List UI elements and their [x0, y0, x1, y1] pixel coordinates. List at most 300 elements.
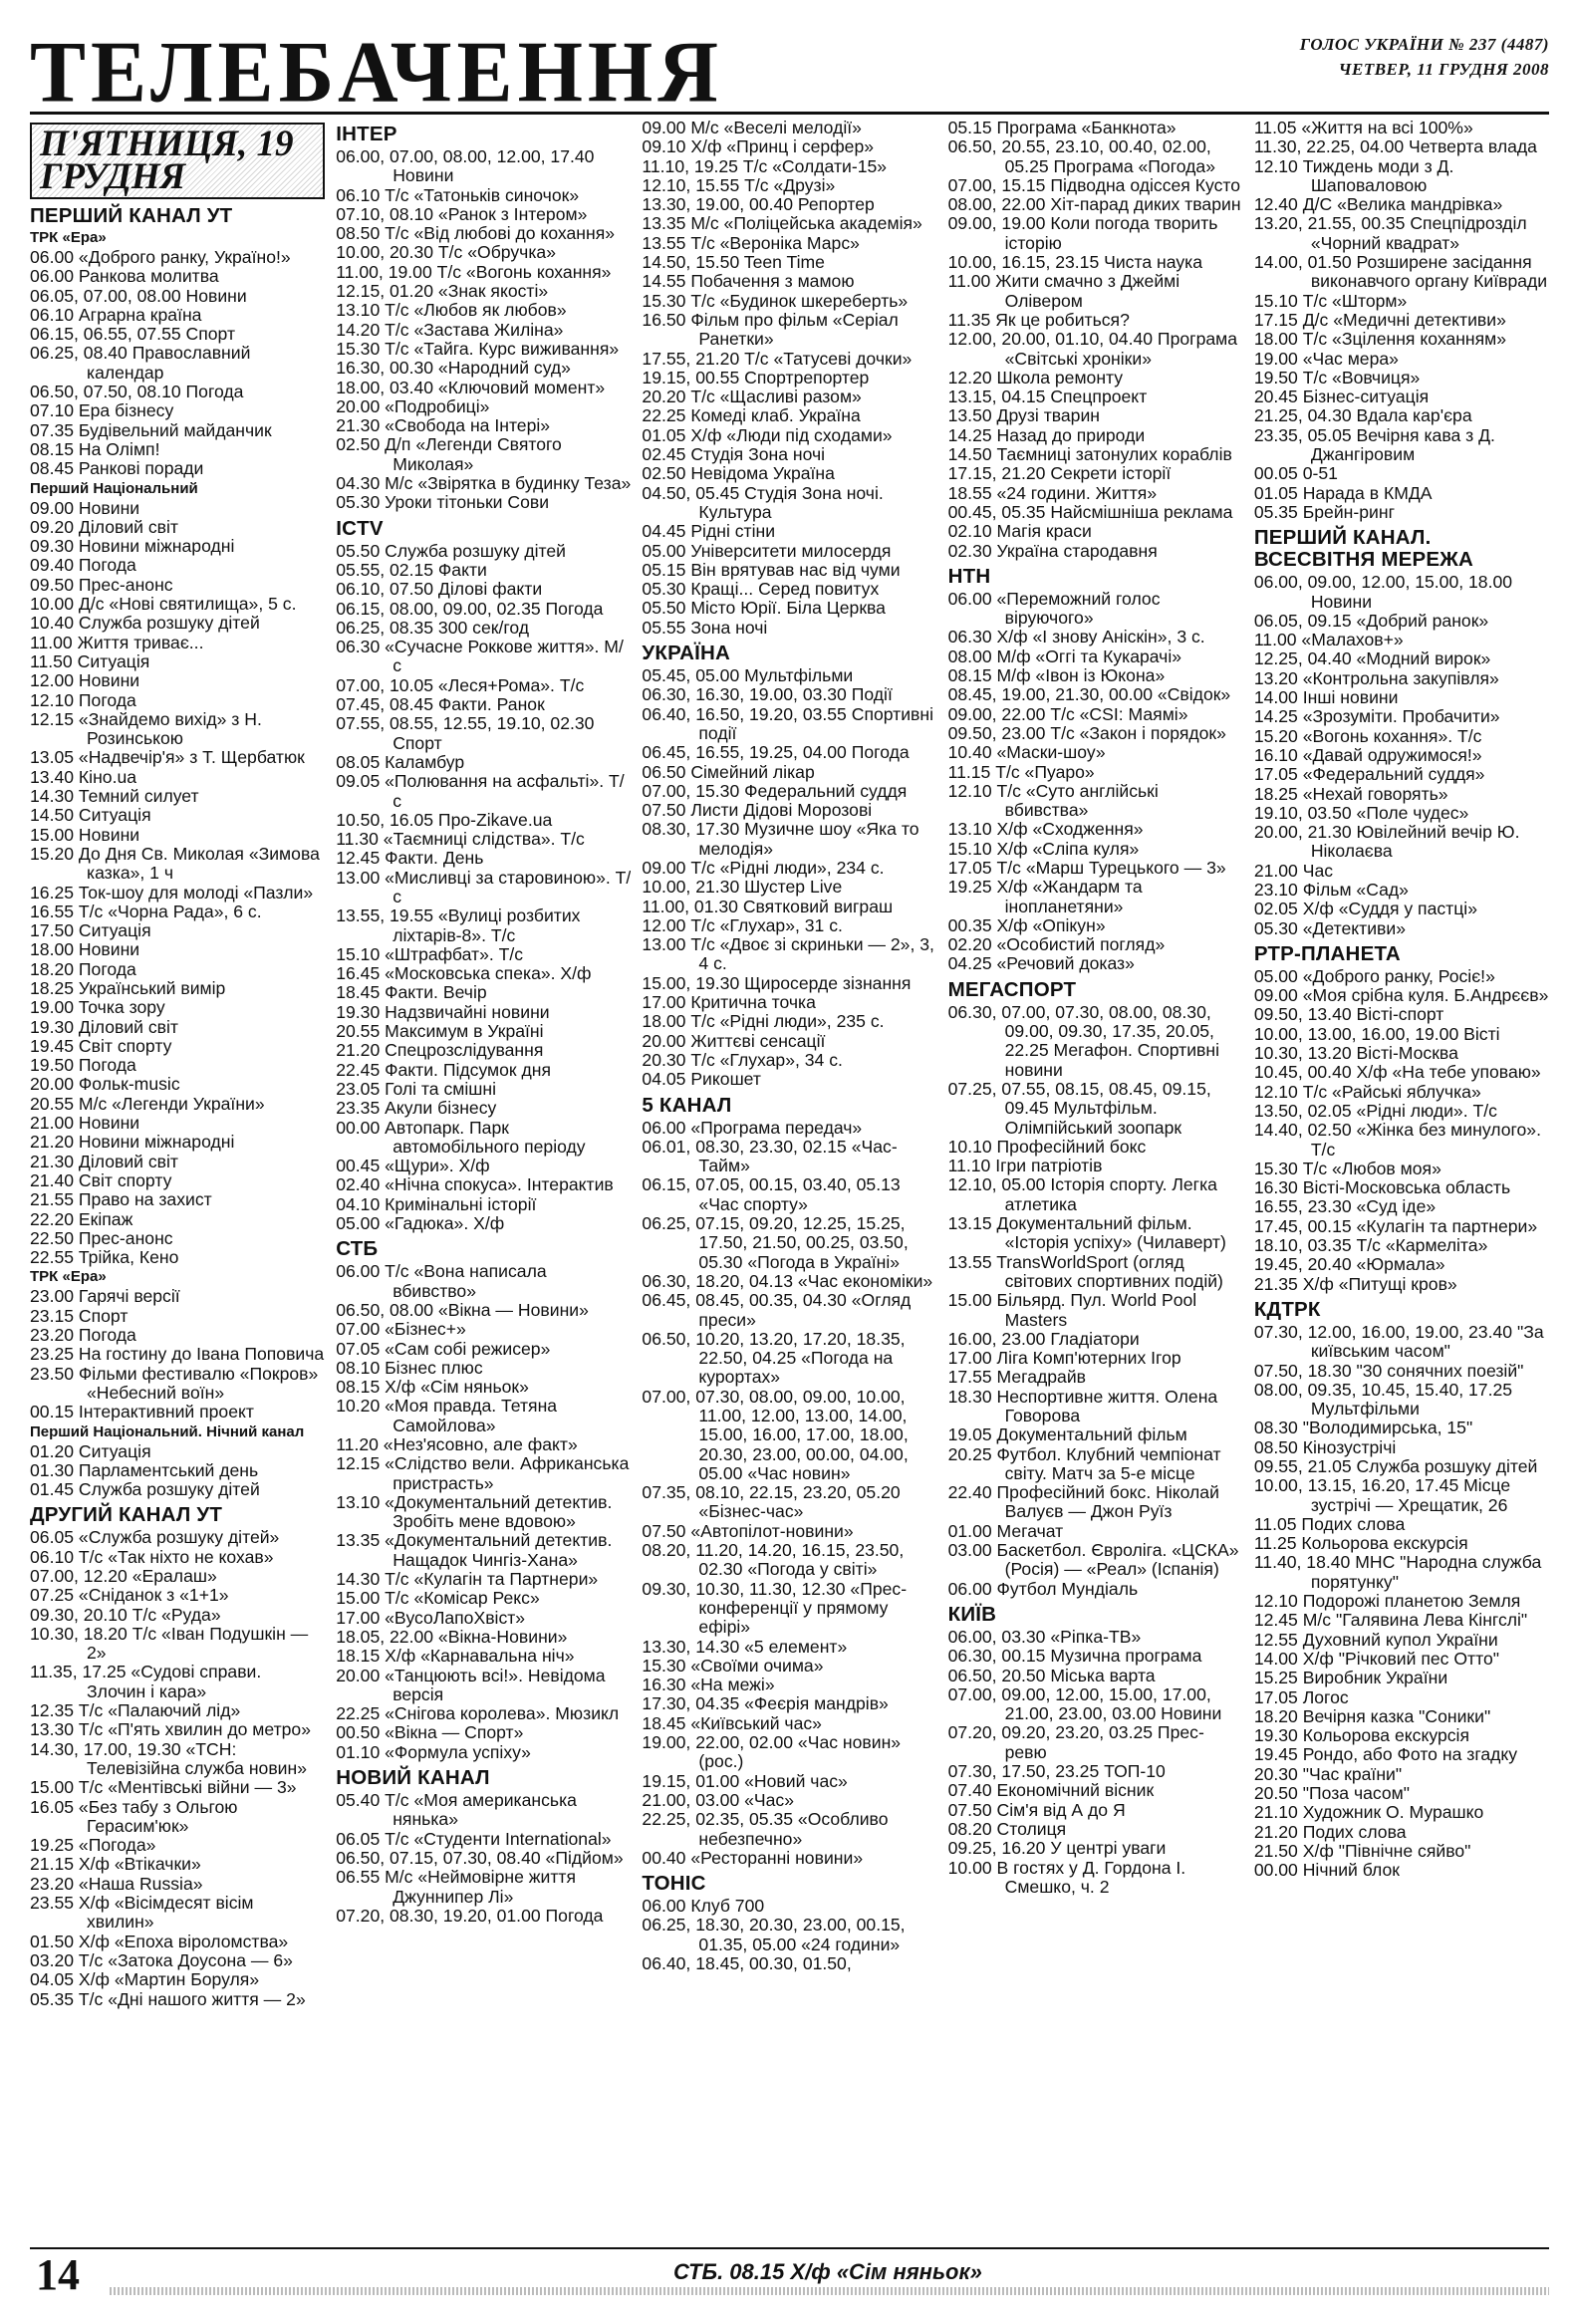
program-entry: 06.50, 07.15, 07.30, 08.40 «Підйом» — [336, 1847, 624, 1868]
program-entry: 22.45 Факти. Підсумок дня — [336, 1059, 552, 1080]
program-entry: 21.00 Новини — [30, 1113, 140, 1134]
program-entry: 13.10 Т/с «Любов як любов» — [336, 300, 567, 321]
program-entry: 20.00 «Подробиці» — [336, 395, 490, 416]
program-entry: 19.05 Документальний фільм — [947, 1424, 1187, 1445]
program-entry: 12.15 «Знайдемо вихід» з Н. Розинською — [30, 708, 262, 749]
program-entry: 21.40 Світ спорту — [30, 1169, 172, 1190]
program-entry: 21.30 «Свобода на Інтері» — [336, 415, 551, 436]
program-entry: 09.00, 22.00 Т/с «CSI: Маямі» — [947, 703, 1188, 724]
program-entry: 11.00, 01.30 Святковий виграш — [642, 896, 894, 916]
program-entry: 02.30 Україна стародавня — [947, 540, 1158, 561]
program-entry: 06.30, 18.20, 04.13 «Час економіки» — [642, 1270, 933, 1291]
channel-heading: КИЇВ — [947, 1602, 997, 1626]
program-entry: 07.20, 08.30, 19.20, 01.00 Погода — [336, 1905, 604, 1926]
program-entry: 05.55, 02.15 Факти — [336, 559, 487, 580]
program-entry: 13.00 Т/с «Двоє зі скриньки — 2», 3, 4 с. — [642, 934, 934, 974]
program-entry: 14.30 Т/с «Кулагін та Партнери» — [336, 1569, 599, 1590]
program-entry: 15.10 «Штрафбат». Т/с — [336, 943, 524, 964]
program-entry: 12.10, 05.00 Історія спорту. Легка атлетика — [947, 1174, 1217, 1214]
program-entry: 15.25 Виробник України — [1253, 1668, 1448, 1688]
program-entry: 12.40 Д/С «Велика мандрівка» — [1253, 194, 1503, 215]
program-entry: 06.25, 08.40 Православний календар — [30, 343, 251, 383]
program-entry: 16.30 «На межі» — [642, 1675, 775, 1695]
program-entry: 18.15 Х/ф «Карнавальна ніч» — [336, 1646, 575, 1667]
program-entry: 12.20 Школа ремонту — [947, 367, 1124, 387]
program-entry: 13.40 Кіно.ua — [30, 766, 137, 787]
program-entry: 13.35 М/с «Поліцейська академія» — [642, 213, 922, 234]
program-entry: 17.50 Ситуація — [30, 920, 151, 941]
program-entry: 04.05 Рикошет — [642, 1069, 761, 1090]
program-entry: 19.10, 03.50 «Поле чудес» — [1253, 802, 1469, 823]
program-entry: 07.50 Листи Дідові Морозові — [642, 800, 873, 821]
program-entry: 00.40 «Ресторанні новини» — [642, 1847, 864, 1868]
program-entry: 14.50 Таємниці затонулих кораблів — [947, 444, 1232, 465]
program-entry: 08.30 "Володимирська, 15" — [1253, 1418, 1473, 1438]
program-entry: 07.30, 17.50, 23.25 ТОП-10 — [947, 1761, 1166, 1782]
program-entry: 18.25 «Нехай говорять» — [1253, 783, 1448, 804]
program-entry: 15.20 До Дня Св. Миколая «Зимова казка», 1 ч — [30, 843, 320, 884]
program-entry: 01.05 Х/ф «Люди під сходами» — [642, 424, 893, 445]
program-entry: 09.00 Новини — [30, 497, 140, 518]
program-entry: 20.00 «Танцюють всі!». Невідома версія — [336, 1665, 606, 1704]
program-entry: 19.15, 00.55 Спортрепортер — [642, 367, 870, 387]
program-entry: 20.55 Максимум в Україні — [336, 1021, 544, 1042]
program-entry: 15.00 Новини — [30, 824, 140, 845]
program-entry: 20.00, 21.30 Ювілейний вечір Ю. Ніколаєва — [1253, 822, 1520, 862]
program-entry: 22.50 Прес-анонс — [30, 1227, 173, 1248]
program-entry: 12.55 Духовний купол України — [1253, 1629, 1498, 1650]
program-entry: 06.50, 10.20, 13.20, 17.20, 18.35, 22.50, 04.25 «Погода на курортах» — [642, 1328, 906, 1388]
channel-subheading: ТРК «Ера» — [30, 229, 107, 246]
program-entry: 05.50 Служба розшуку дітей — [336, 540, 566, 561]
program-entry: 09.00 М/с «Веселі мелодії» — [642, 118, 862, 137]
program-entry: 23.55 Х/ф «Вісімдесят вісім хвилин» — [30, 1893, 254, 1933]
channel-heading: НТН — [947, 564, 991, 588]
program-entry: 20.45 Бізнес-ситуація — [1253, 387, 1430, 407]
program-entry: 21.00, 03.00 «Час» — [642, 1789, 795, 1810]
program-entry: 21.10 Художник О. Мурашко — [1253, 1802, 1484, 1823]
program-entry: 15.00 Т/с «Комісар Рекс» — [336, 1588, 540, 1609]
program-entry: 14.25 «Зрозуміти. Пробачити» — [1253, 706, 1500, 727]
program-entry: 11.00 Жити смачно з Джеймі Олівером — [947, 271, 1180, 311]
program-entry: 07.55, 08.55, 12.55, 19.10, 02.30 Спорт — [336, 713, 595, 753]
program-entry: 15.00, 19.30 Щиросерде зізнання — [642, 972, 912, 993]
program-entry: 19.25 Х/ф «Жандарм та інопланетяни» — [947, 877, 1143, 916]
program-entry: 19.30 Діловий світ — [30, 1016, 178, 1037]
program-entry: 16.05 «Без табу з Ольгою Герасим'юк» — [30, 1796, 238, 1836]
program-entry: 06.45, 08.45, 00.35, 04.30 «Огляд преси» — [642, 1290, 912, 1330]
program-entry: 07.00, 07.30, 08.00, 09.00, 10.00, 11.00, 12.00, 13.00, 14.00, 15.00, 16.00, 17.00, 18.00, 20.30, 23.00, 00.00, 04.00, 05.00 «Час новин» — [642, 1386, 909, 1483]
program-entry: 00.00 Автопарк. Парк автомобільного періоду — [336, 1117, 586, 1157]
program-entry: 01.10 «Формула успіху» — [336, 1741, 531, 1762]
program-entry: 08.20, 11.20, 14.20, 16.15, 23.50, 02.30 «Погода у світі» — [642, 1540, 905, 1580]
program-entry: 17.00 «ВусоЛапоХвіст» — [336, 1607, 526, 1628]
program-entry: 01.05 Нарада в КМДА — [1253, 482, 1433, 503]
program-entry: 06.25, 18.30, 20.30, 23.00, 00.15, 01.35, 05.00 «24 години» — [642, 1915, 906, 1954]
program-entry: 08.50 Т/с «Від любові до кохання» — [336, 223, 616, 244]
program-entry: 13.30 Т/с «П'ять хвилин до метро» — [30, 1719, 311, 1740]
program-entry: 06.50, 07.50, 08.10 Погода — [30, 382, 244, 402]
program-entry: 09.30, 10.30, 11.30, 12.30 «Прес-конференції у прямому ефірі» — [642, 1578, 908, 1638]
program-entry: 22.55 Трійка, Кено — [30, 1247, 179, 1268]
program-entry: 06.00 «Переможний голос віруючого» — [947, 588, 1161, 629]
program-entry: 12.00, 20.00, 01.10, 04.40 Програма «Світські хроніки» — [947, 329, 1238, 369]
program-entry: 22.40 Професійний бокс. Ніколай Валуєв — Джон Руїз — [947, 1482, 1219, 1522]
program-entry: 08.15 М/ф «Івон із Юкона» — [947, 665, 1166, 686]
program-entry: 07.00, 09.00, 12.00, 15.00, 17.00, 21.00, 23.00, 03.00 Новини — [947, 1683, 1222, 1724]
program-entry: 03.00 Баскетбол. Євроліга. «ЦСКА» (Росія) — «Реал» (Іспанія) — [947, 1540, 1239, 1580]
program-entry: 04.30 М/с «Звірятка в будинку Теза» — [336, 473, 632, 494]
program-entry: 16.55 Т/с «Чорна Рада», 6 с. — [30, 901, 262, 921]
program-entry: 12.10 Т/с «Суто англійські вбивства» — [947, 780, 1159, 821]
program-entry: 09.50, 23.00 Т/с «Закон і порядок» — [947, 722, 1226, 743]
program-entry: 11.00, 19.00 Т/с «Вогонь кохання» — [336, 261, 612, 282]
program-entry: 00.00 Нічний блок — [1253, 1860, 1401, 1881]
program-entry: 05.35 Т/с «Дні нашого життя — 2» — [30, 1988, 306, 2009]
program-entry: 06.15, 06.55, 07.55 Спорт — [30, 324, 235, 345]
program-entry: 11.30 «Таємниці слідства». Т/с — [336, 829, 585, 850]
program-entry: 11.20 «Нез'ясовно, але факт» — [336, 1434, 578, 1454]
program-entry: 20.00 Фольк-music — [30, 1074, 180, 1095]
program-entry: 18.45 «Київський час» — [642, 1712, 822, 1733]
program-entry: 21.25, 04.30 Вдала кар'єра — [1253, 405, 1472, 426]
program-entry: 09.30 Новини міжнародні — [30, 536, 235, 557]
program-entry: 11.00 «Малахов+» — [1253, 630, 1404, 650]
section-title: ТЕЛЕБАЧЕННЯ — [30, 23, 723, 122]
program-entry: 06.30, 07.00, 07.30, 08.00, 08.30, 09.00, 09.30, 17.35, 20.05, 22.25 Мегафон. Спортивні новини — [947, 1001, 1220, 1080]
program-entry: 11.50 Ситуація — [30, 650, 150, 671]
program-entry: 15.30 Т/с «Любов моя» — [1253, 1158, 1441, 1178]
program-entry: 07.50 Сім'я від А до Я — [947, 1799, 1126, 1820]
program-entry: 07.05 «Сам собі режисер» — [336, 1338, 551, 1359]
footer-promo: СТБ. 08.15 Х/ф «Сім няньок» — [673, 2259, 982, 2284]
program-entry: 21.15 Х/ф «Втікачки» — [30, 1854, 201, 1875]
program-entry: 06.00, 07.00, 08.00, 12.00, 17.40 Новини — [336, 146, 595, 186]
program-entry: 11.05 Подих слова — [1253, 1513, 1406, 1534]
program-entry: 07.20, 09.20, 23.20, 03.25 Прес-ревю — [947, 1722, 1204, 1762]
program-entry: 15.10 Х/ф «Сліпа куля» — [947, 838, 1140, 859]
program-entry: 12.00 Новини — [30, 670, 140, 691]
program-entry: 01.50 Х/ф «Епоха віроломства» — [30, 1931, 289, 1951]
program-entry: 17.55, 21.20 Т/с «Татусеві дочки» — [642, 348, 913, 369]
program-entry: 09.50, 13.40 Вісті-спорт — [1253, 1004, 1444, 1025]
program-entry: 13.50, 02.05 «Рідні люди». Т/с — [1253, 1100, 1497, 1121]
program-entry: 06.55 М/с «Неймовірне життя Джуннипер Лі» — [336, 1867, 577, 1907]
program-entry: 06.00 Ранкова молитва — [30, 266, 219, 287]
program-entry: 15.00 Т/с «Ментівські війни — 3» — [30, 1777, 297, 1798]
program-entry: 14.40, 02.50 «Жінка без минулого». Т/с — [1253, 1120, 1541, 1160]
program-entry: 10.00, 21.30 Шустер Live — [642, 877, 843, 898]
program-entry: 11.30, 22.25, 04.00 Четверта влада — [1253, 136, 1537, 157]
program-entry: 10.40 Служба розшуку дітей — [30, 613, 260, 634]
program-entry: 06.15, 07.05, 00.15, 03.40, 05.13 «Час спорту» — [642, 1174, 901, 1214]
program-entry: 16.25 Ток-шоу для молоді «Пазли» — [30, 882, 314, 903]
channel-subheading: Перший Національний. Нічний канал — [30, 1422, 305, 1440]
program-entry: 08.10 Бізнес плюс — [336, 1357, 483, 1378]
channel-heading: КДТРК — [1253, 1297, 1321, 1321]
program-entry: 02.45 Студія Зона ночі — [642, 444, 826, 465]
program-entry: 11.10 Ігри патріотів — [947, 1156, 1103, 1176]
program-entry: 09.00 «Моя срібна куля. Б.Андрєєв» — [1253, 985, 1549, 1006]
program-entry: 04.25 «Речовий доказ» — [947, 953, 1135, 974]
program-entry: 15.00 Більярд. Пул. World Pool Masters — [947, 1290, 1197, 1330]
program-entry: 07.00, 12.20 «Ералаш» — [30, 1566, 217, 1586]
program-entry: 16.30 Вісті-Московська область — [1253, 1177, 1511, 1198]
program-entry: 00.05 0-51 — [1253, 463, 1338, 484]
program-entry: 19.30 Кольорова екскурсія — [1253, 1725, 1469, 1746]
program-entry: 18.20 Вечірня казка "Соники" — [1253, 1705, 1491, 1726]
program-entry: 06.10 Т/с «Так ніхто не кохав» — [30, 1546, 274, 1567]
program-entry: 17.05 «Федеральний суддя» — [1253, 764, 1485, 785]
program-entry: 21.00 Час — [1253, 860, 1334, 881]
program-entry: 07.30, 12.00, 16.00, 19.00, 23.40 "За київським часом" — [1253, 1321, 1544, 1362]
program-entry: 04.45 Рідні стіни — [642, 521, 776, 542]
schedule-column — [30, 115, 325, 2244]
day-heading: П'ЯТНИЦЯ, 19 ГРУДНЯ — [30, 123, 325, 199]
program-entry: 11.10, 19.25 Т/с «Солдати-15» — [642, 155, 888, 176]
program-entry: 00.45, 05.35 Найсмішніша реклама — [947, 501, 1233, 522]
program-entry: 23.25 На гостину до Івана Поповича — [30, 1344, 325, 1365]
program-entry: 23.10 Фільм «Сад» — [1253, 879, 1409, 900]
program-entry: 05.00 «Гадюка». Х/ф — [336, 1213, 505, 1234]
program-entry: 06.50, 20.50 Міська варта — [947, 1665, 1156, 1685]
program-entry: 06.10, 07.50 Ділові факти — [336, 579, 543, 600]
program-entry: 23.50 Фільми фестивалю «Покров» «Небесний воїн» — [30, 1363, 319, 1403]
program-entry: 06.45, 16.55, 19.25, 04.00 Погода — [642, 742, 910, 763]
program-entry: 13.00 «Мисливці за старовиною». Т/с — [336, 867, 632, 906]
program-entry: 08.00, 09.35, 10.45, 15.40, 17.25 Мультфільми — [1253, 1379, 1513, 1420]
program-entry: 07.00, 15.15 Підводна одіссея Кусто — [947, 174, 1241, 195]
program-entry: 10.20 «Моя правда. Тетяна Самойлова» — [336, 1396, 558, 1435]
channel-heading: ДРУГИЙ КАНАЛ УТ — [30, 1503, 223, 1527]
program-entry: 05.15 Програма «Банкнота» — [947, 118, 1177, 137]
program-entry: 18.30 Неспортивне життя. Олена Говорова — [947, 1386, 1218, 1425]
program-entry: 20.20 Т/с «Щасливі разом» — [642, 387, 862, 407]
program-entry: 13.50 Друзі тварин — [947, 405, 1101, 426]
program-entry: 20.00 Життєві сенсації — [642, 1030, 826, 1051]
program-entry: 07.35 Будівельний майданчик — [30, 419, 272, 440]
program-entry: 22.25, 02.35, 05.35 «Особливо небезпечно» — [642, 1809, 889, 1849]
program-entry: 17.00 Критична точка — [642, 992, 816, 1013]
program-entry: 15.10 Т/с «Шторм» — [1253, 290, 1408, 311]
program-entry: 10.45, 00.40 Х/ф «На тебе уповаю» — [1253, 1062, 1541, 1083]
program-entry: 14.00 Х/ф "Річковий пес Отто" — [1253, 1648, 1499, 1669]
program-entry: 02.50 Д/п «Легенди Святого Миколая» — [336, 434, 562, 474]
program-entry: 05.15 Він врятував нас від чуми — [642, 559, 901, 580]
program-entry: 18.25 Український вимір — [30, 977, 226, 998]
program-entry: 08.30, 17.30 Музичне шоу «Яка то мелодія» — [642, 819, 919, 859]
program-entry: 17.05 Т/с «Марш Турецького — 3» — [947, 857, 1226, 878]
channel-heading: 5 КАНАЛ — [642, 1093, 732, 1117]
program-entry: 16.00, 23.00 Гладіатори — [947, 1328, 1140, 1349]
program-entry: 12.10 Погода — [30, 689, 136, 710]
program-entry: 07.25, 07.55, 08.15, 08.45, 09.15, 09.45 Мультфільм. Олімпійський зоопарк — [947, 1078, 1211, 1138]
program-entry: 09.25, 16.20 У центрі уваги — [947, 1838, 1167, 1859]
program-entry: 01.00 Мегачат — [947, 1520, 1064, 1541]
program-entry: 14.50, 15.50 Teen Time — [642, 252, 825, 273]
program-entry: 08.20 Столиця — [947, 1818, 1067, 1839]
program-entry: 12.45 Факти. День — [336, 848, 484, 869]
program-entry: 18.00, 03.40 «Ключовий момент» — [336, 377, 606, 397]
program-entry: 09.50 Прес-анонс — [30, 574, 173, 595]
issue-number: ГОЛОС УКРАЇНИ № 237 (4487) — [1299, 35, 1549, 54]
program-entry: 09.40 Погода — [30, 555, 136, 576]
program-entry: 18.10, 03.35 Т/с «Кармеліта» — [1253, 1235, 1488, 1256]
program-entry: 13.30, 14.30 «5 елемент» — [642, 1636, 848, 1657]
program-entry: 19.00 «Час мера» — [1253, 348, 1399, 369]
program-entry: 09.00, 19.00 Коли погода творить історію — [947, 213, 1218, 253]
program-entry: 17.45, 00.15 «Кулагін та партнери» — [1253, 1215, 1538, 1236]
program-entry: 04.50, 05.45 Студія Зона ночі. Культура — [642, 482, 884, 522]
program-entry: 06.30 «Сучасне Роккове життя». М/с — [336, 637, 624, 676]
program-entry: 21.50 Х/ф "Північне сяйво" — [1253, 1840, 1471, 1861]
program-entry: 06.01, 08.30, 23.30, 02.15 «Час-Тайм» — [642, 1136, 898, 1176]
program-entry: 12.15, 01.20 «Знак якості» — [336, 281, 549, 302]
program-entry: 09.20 Діловий світ — [30, 516, 178, 537]
channel-heading: ПЕРШИЙ КАНАЛ УТ — [30, 204, 233, 227]
schedule-column — [1254, 115, 1549, 2244]
channel-heading: ІНТЕР — [336, 123, 397, 145]
program-entry: 07.10 Ера бізнесу — [30, 400, 174, 421]
program-entry: 12.10 Тиждень моди з Д. Шаповаловою — [1253, 155, 1454, 195]
program-entry: 14.00 Інші новини — [1253, 687, 1399, 708]
program-entry: 06.00, 03.30 «Ріпка-ТВ» — [947, 1626, 1142, 1647]
program-entry: 23.15 Спорт — [30, 1305, 129, 1326]
program-entry: 13.20 «Контрольна закупівля» — [1253, 667, 1499, 688]
program-entry: 06.25, 08.35 300 сек/год — [336, 617, 530, 638]
program-entry: 13.55 TransWorldSport (огляд світових спортивних подій) — [947, 1251, 1223, 1291]
program-entry: 13.20, 21.55, 00.35 Спецпідрозділ «Чорний квадрат» — [1253, 213, 1527, 253]
program-entry: 00.35 Х/ф «Опікун» — [947, 914, 1106, 935]
issue-info — [1300, 32, 1549, 82]
program-entry: 17.30, 04.35 «Феєрія мандрів» — [642, 1693, 889, 1714]
program-entry: 18.00 Т/с «Зцілення коханням» — [1253, 329, 1507, 350]
program-entry: 07.40 Економічний вісник — [947, 1780, 1155, 1801]
program-entry: 12.10 Подорожі планетою Земля — [1253, 1591, 1521, 1612]
program-entry: 21.30 Діловий світ — [30, 1151, 178, 1171]
program-entry: 10.00, 13.00, 16.00, 19.00 Вісті — [1253, 1023, 1500, 1044]
program-entry: 07.00, 15.30 Федеральний суддя — [642, 780, 908, 801]
program-entry: 02.50 Невідома Україна — [642, 463, 835, 484]
program-entry: 00.50 «Вікна — Спорт» — [336, 1722, 524, 1743]
program-entry: 11.40, 18.40 МНС "Народна служба порятунку" — [1253, 1552, 1542, 1592]
program-entry: 08.45, 19.00, 21.30, 00.00 «Свідок» — [947, 684, 1231, 705]
channel-heading: ICTV — [336, 516, 384, 540]
program-entry: 15.30 «Своїми очима» — [642, 1655, 824, 1676]
program-entry: 20.30 "Час країни" — [1253, 1763, 1403, 1784]
channel-heading: ПЕРШИЙ КАНАЛ. ВСЕСВІТНЯ МЕРЕЖА — [1253, 526, 1474, 572]
program-entry: 23.00 Гарячі версії — [30, 1286, 180, 1307]
program-entry: 19.50 Т/с «Вовчиця» — [1253, 367, 1421, 387]
program-entry: 14.25 Назад до природи — [947, 424, 1146, 445]
program-entry: 19.50 Погода — [30, 1055, 136, 1076]
program-entry: 06.40, 16.50, 19.20, 03.55 Спортивні події — [642, 703, 934, 743]
program-entry: 07.25 «Сніданок з «1+1» — [30, 1585, 229, 1606]
program-entry: 05.00 Університети милосердя — [642, 540, 892, 561]
program-entry: 22.25 Комеді клаб. Україна — [642, 405, 861, 426]
program-entry: 23.20 Погода — [30, 1325, 136, 1346]
program-entry: 13.10 «Документальний детектив. Зробіть мене вдовою» — [336, 1491, 613, 1532]
program-entry: 08.05 Каламбур — [336, 751, 465, 772]
program-entry: 09.10 Х/ф «Принц і серфер» — [642, 136, 875, 157]
program-entry: 13.10 Х/ф «Сходження» — [947, 819, 1144, 840]
program-entry: 13.15 Документальний фільм. «Історія успіху» (Чилаверт) — [947, 1213, 1226, 1253]
program-entry: 10.30, 18.20 Т/с «Іван Подушкін — 2» — [30, 1623, 309, 1664]
program-entry: 10.40 «Маски-шоу» — [947, 742, 1106, 763]
program-entry: 04.05 Х/ф «Мартин Боруля» — [30, 1969, 260, 1990]
program-entry: 13.15, 04.15 Спецпроект — [947, 387, 1148, 407]
program-entry: 19.25 «Погода» — [30, 1835, 156, 1856]
program-entry: 07.45, 08.45 Факти. Ранок — [336, 694, 545, 715]
program-entry: 06.40, 18.45, 00.30, 01.50, — [642, 1953, 852, 1974]
program-entry: 09.05 «Полювання на асфальті». Т/с — [336, 771, 625, 811]
program-entry: 05.30 «Детективи» — [1253, 917, 1407, 938]
program-entry: 05.40 Т/с «Моя американська нянька» — [336, 1790, 577, 1830]
schedule-column — [948, 115, 1243, 2244]
program-entry: 12.25, 04.40 «Модний вирок» — [1253, 648, 1491, 669]
program-entry: 02.10 Магія краси — [947, 521, 1092, 542]
program-entry: 14.55 Побачення з мамою — [642, 271, 855, 292]
channel-heading: ТОНІС — [642, 1872, 706, 1896]
program-entry: 17.05 Логос — [1253, 1686, 1349, 1707]
program-entry: 10.50, 16.05 Про-Zikave.ua — [336, 809, 553, 830]
program-entry: 09.30, 20.10 Т/с «Руда» — [30, 1604, 221, 1625]
program-entry: 16.10 «Давай одружимося!» — [1253, 744, 1482, 765]
program-entry: 22.25 «Снігова королева». Мюзикл — [336, 1703, 620, 1724]
program-entry: 10.00, 13.15, 16.20, 17.45 Місце зустрічі — Хрещатик, 26 — [1253, 1475, 1511, 1515]
program-entry: 14.20 Т/с «Застава Жиліна» — [336, 319, 564, 340]
program-entry: 06.00 Футбол Мундіаль — [947, 1578, 1139, 1599]
program-entry: 15.20 «Вогонь кохання». Т/с — [1253, 725, 1482, 746]
program-entry: 12.45 М/с "Галявина Лева Кінгслі" — [1253, 1610, 1528, 1631]
program-entry: 03.20 Т/с «Затока Доусона — 6» — [30, 1949, 293, 1970]
program-entry: 10.00 Д/с «Нові святилища», 5 с. — [30, 594, 297, 615]
program-entry: 05.00 «Доброго ранку, Росіє!» — [1253, 965, 1495, 986]
program-entry: 05.30 Кращі... Серед повитух — [642, 579, 880, 600]
channel-subheading: Перший Національний — [30, 479, 198, 497]
program-entry: 07.00, 10.05 «Леся+Рома». Т/с — [336, 674, 585, 695]
program-entry: 06.30, 00.15 Музична програма — [947, 1646, 1202, 1667]
program-entry: 06.10 Аграрна країна — [30, 304, 202, 325]
program-entry: 17.55 Мегадрайв — [947, 1367, 1086, 1388]
program-entry: 10.00 В гостях у Д. Гордона І. Смешко, ч. 2 — [947, 1857, 1186, 1897]
program-entry: 20.25 Футбол. Клубний чемпіонат світу. Матч за 5-е місце — [947, 1443, 1221, 1483]
program-entry: 05.35 Брейн-ринг — [1253, 501, 1395, 522]
program-entry: 19.00 Точка зору — [30, 997, 165, 1018]
program-entry: 08.15 На Олімп! — [30, 438, 160, 459]
program-entry: 06.50 Сімейний лікар — [642, 761, 815, 782]
program-entry: 09.55, 21.05 Служба розшуку дітей — [1253, 1456, 1538, 1476]
program-entry: 02.05 Х/ф «Суддя у пастці» — [1253, 899, 1477, 919]
program-entry: 21.20 Новини міжнародні — [30, 1132, 235, 1153]
program-entry: 17.15 Д/с «Медичні детективи» — [1253, 309, 1506, 330]
program-entry: 06.05 «Служба розшуку дітей» — [30, 1527, 280, 1548]
program-entry: 06.10 Т/с «Татоньків синочок» — [336, 184, 580, 205]
program-entry: 20.50 "Поза часом" — [1253, 1783, 1411, 1804]
program-entry: 17.00 Ліга Комп'ютерних Ігор — [947, 1348, 1181, 1369]
schedule-column — [336, 115, 631, 2244]
program-entry: 00.45 «Щури». Х/ф — [336, 1156, 490, 1176]
program-entry: 06.00 Т/с «Вона написала вбивство» — [336, 1261, 547, 1301]
program-entry: 10.10 Професійний бокс — [947, 1136, 1147, 1157]
program-entry: 21.55 Право на захист — [30, 1189, 212, 1210]
program-entry: 10.30, 13.20 Вісті-Москва — [1253, 1043, 1458, 1064]
program-entry: 13.05 «Надвечір'я» з Т. Щербатюк — [30, 747, 305, 768]
program-entry: 06.15, 08.00, 09.00, 02.35 Погода — [336, 598, 604, 619]
program-entry: 11.35, 17.25 «Судові справи. Злочин і кара» — [30, 1662, 262, 1701]
program-entry: 14.00, 01.50 Розширене засідання виконавчого органу Київради — [1253, 252, 1548, 292]
program-entry: 08.15 Х/ф «Сім няньок» — [336, 1377, 529, 1398]
